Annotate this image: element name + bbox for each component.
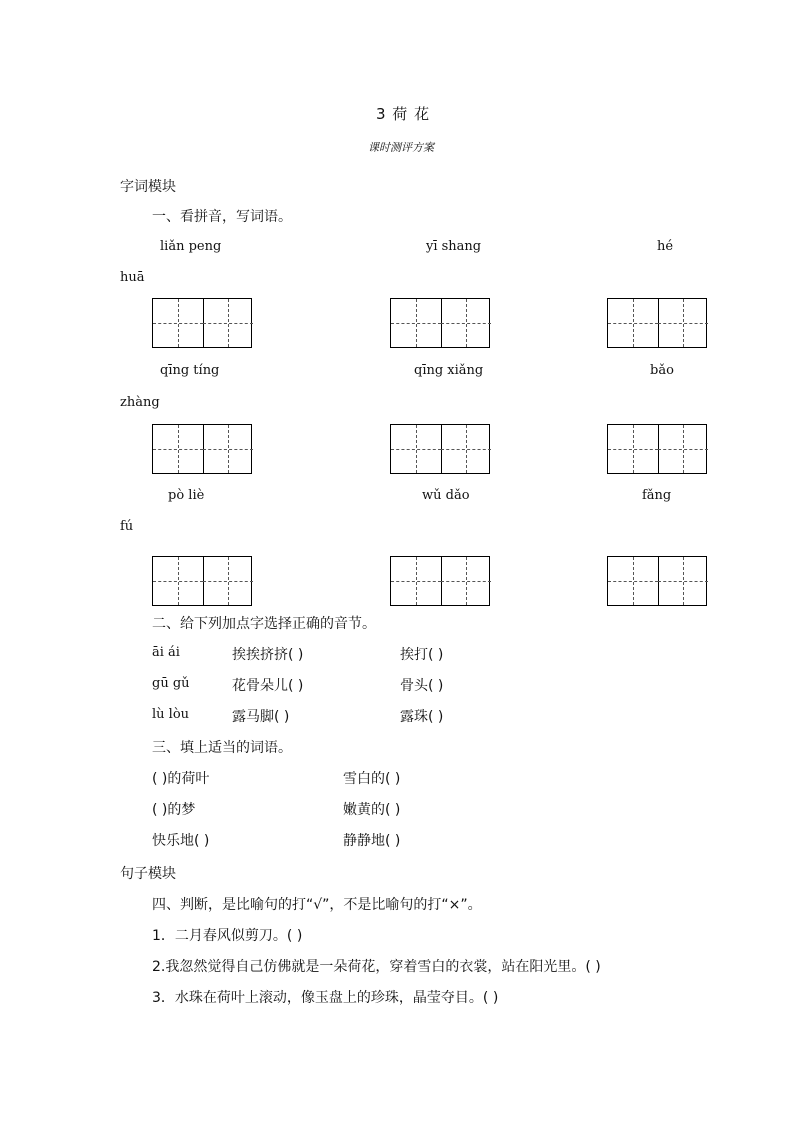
- page-subtitle: 课时测评方案: [368, 141, 434, 154]
- pinyin-prompt-wrap: zhàng: [120, 395, 160, 410]
- section-heading-words: 字词模块: [120, 179, 176, 195]
- question-4-title: 四、判断，是比喻句的打“√”，不是比喻句的打“×”。: [152, 897, 482, 913]
- pinyin-prompt: bǎo: [650, 363, 674, 378]
- pinyin-prompt: fǎng: [642, 488, 672, 503]
- fill-item[interactable]: 快乐地( ): [152, 833, 210, 849]
- fill-item[interactable]: ( )的荷叶: [152, 771, 210, 787]
- pinyin-prompt: pò liè: [168, 488, 205, 503]
- fill-item[interactable]: 静静地( ): [343, 833, 401, 849]
- judgment-item[interactable]: 2.我忽然觉得自己仿佛就是一朵荷花，穿着雪白的衣裳，站在阳光里。( ): [152, 959, 601, 975]
- fill-item[interactable]: 嫩黄的( ): [343, 802, 401, 818]
- fill-item[interactable]: 露马脚( ): [232, 709, 290, 725]
- fill-item[interactable]: 骨头( ): [400, 678, 444, 694]
- fill-item[interactable]: 挨挨挤挤( ): [232, 647, 304, 663]
- writing-grid[interactable]: [607, 298, 707, 348]
- pinyin-prompt-wrap: huā: [120, 270, 145, 285]
- fill-item[interactable]: 露珠( ): [400, 709, 444, 725]
- section-heading-sentences: 句子模块: [120, 866, 176, 882]
- writing-grid[interactable]: [152, 298, 252, 348]
- syllable-options: āi ái: [152, 645, 180, 660]
- pinyin-prompt-wrap: fú: [120, 519, 134, 534]
- syllable-options: lù lòu: [152, 707, 190, 722]
- judgment-item[interactable]: 3．水珠在荷叶上滚动，像玉盘上的珍珠，晶莹夺目。( ): [152, 990, 499, 1006]
- fill-item[interactable]: 花骨朵儿( ): [232, 678, 304, 694]
- question-2-title: 二、给下列加点字选择正确的音节。: [152, 616, 376, 632]
- writing-grid[interactable]: [390, 298, 490, 348]
- writing-grid[interactable]: [607, 556, 707, 606]
- writing-grid[interactable]: [607, 424, 707, 474]
- writing-grid[interactable]: [152, 424, 252, 474]
- fill-item[interactable]: 雪白的( ): [343, 771, 401, 787]
- pinyin-prompt: wǔ dǎo: [422, 488, 470, 503]
- pinyin-prompt: liǎn peng: [160, 239, 222, 254]
- writing-grid[interactable]: [390, 424, 490, 474]
- question-3-title: 三、填上适当的词语。: [152, 740, 292, 756]
- writing-grid[interactable]: [390, 556, 490, 606]
- question-1-title: 一、看拼音，写词语。: [152, 209, 292, 225]
- fill-item[interactable]: 挨打( ): [400, 647, 444, 663]
- writing-grid[interactable]: [152, 556, 252, 606]
- pinyin-prompt: yī shang: [426, 239, 482, 254]
- pinyin-prompt: qīng xiǎng: [414, 363, 484, 378]
- pinyin-prompt: qīng tíng: [160, 363, 220, 378]
- judgment-item[interactable]: 1．二月春风似剪刀。( ): [152, 928, 303, 944]
- page-title: 3 荷 花: [376, 105, 431, 123]
- syllable-options: gū gǔ: [152, 676, 190, 691]
- fill-item[interactable]: ( )的梦: [152, 802, 196, 818]
- pinyin-prompt: hé: [657, 239, 674, 254]
